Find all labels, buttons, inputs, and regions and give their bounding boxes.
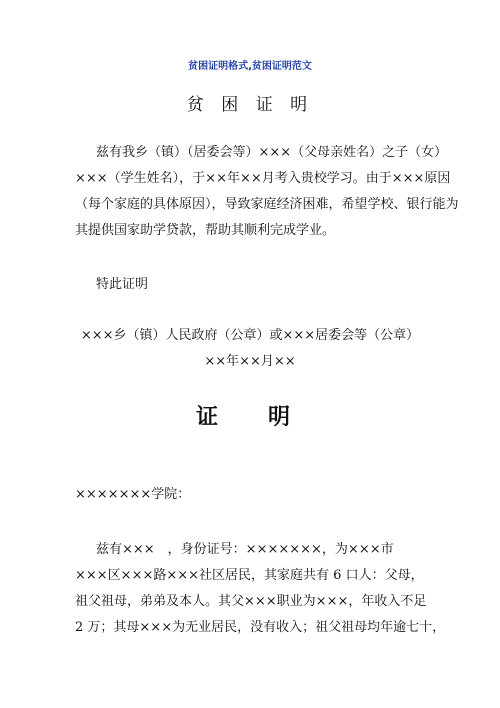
paragraph-line: ×××（学生姓名），于××年××月考入贵校学习。由于×××原因 — [75, 171, 451, 186]
closing-text: 特此证明 — [96, 277, 149, 292]
paragraph-line: 2 万；其母×××为无业居民，没有收入；祖父祖母均年逾七十， — [75, 620, 446, 635]
issuer-text: ×××乡（镇）人民政府（公章）或×××居委会等（公章） — [80, 328, 420, 343]
paragraph-line: 祖父祖母，弟弟及本人。其父×××职业为×××，年收入不足 — [75, 594, 427, 609]
title-char: 证 — [196, 405, 219, 430]
header-link[interactable]: 贫困证明格式,贫困证明范文 — [188, 61, 312, 72]
paragraph-line: ×××区×××路×××社区居民，其家庭共有 6 口人：父母， — [75, 568, 424, 583]
certificate-title — [196, 400, 290, 431]
addressee-text: ×××××××学院： — [75, 487, 191, 502]
paragraph-line: （每个家庭的具体原因），导致家庭经济困难，希望学校、银行能为 — [75, 197, 459, 212]
paragraph-line: 兹有我乡（镇）（居委会等）×××（父母亲姓名）之子（女） — [96, 145, 448, 160]
paragraph-line: 兹有××× ，身份证号：×××××××，为×××市 — [96, 542, 394, 557]
paragraph-line: 其提供国家助学贷款，帮助其顺利完成学业。 — [75, 223, 336, 238]
title-char: 明 — [268, 405, 291, 430]
date-text: ××年××月×× — [204, 354, 296, 369]
poverty-certificate-title: 贫 困 证 明 — [186, 95, 314, 115]
